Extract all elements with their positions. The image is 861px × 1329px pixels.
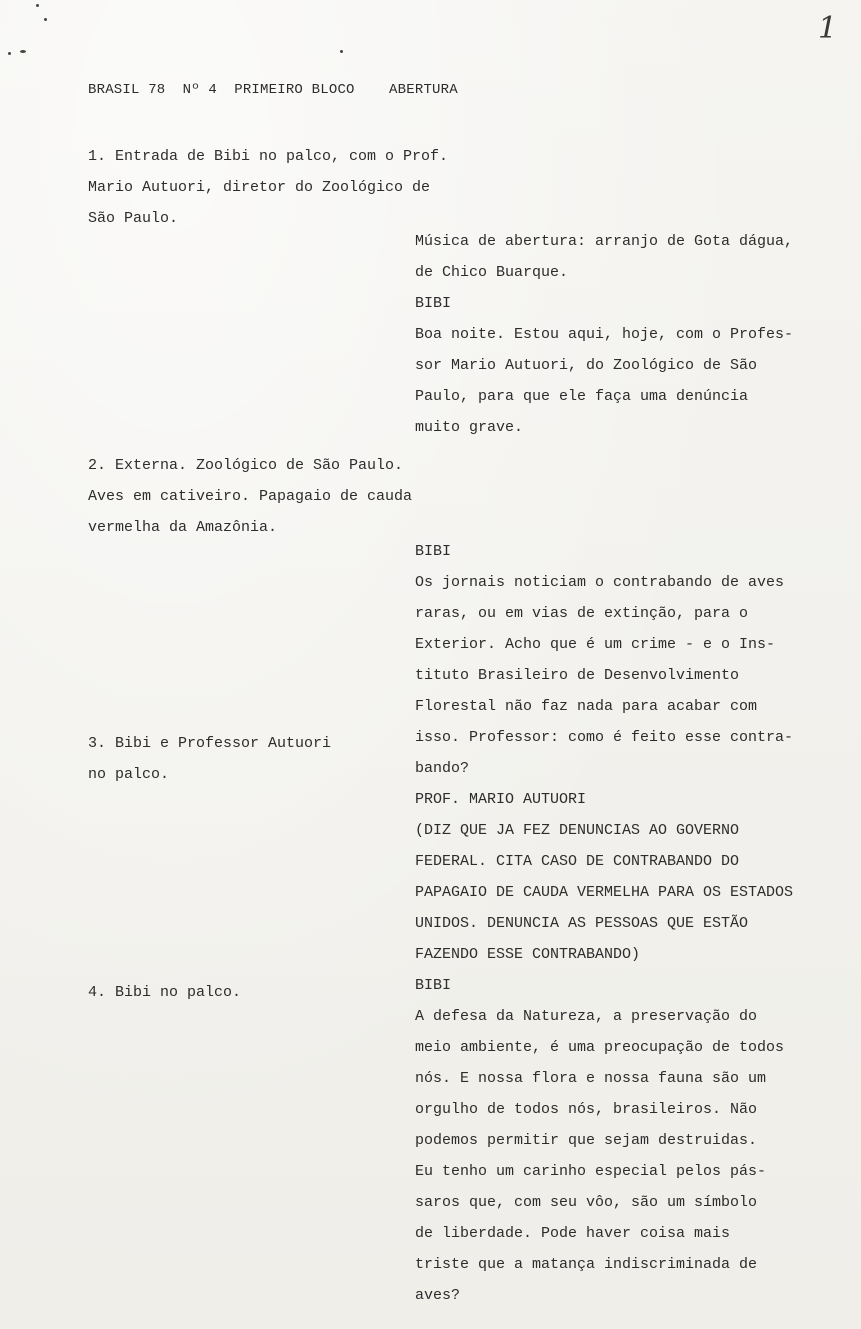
dialogue-line: tituto Brasileiro de Desenvolvimento — [415, 667, 740, 684]
dialogue-line: orgulho de todos nós, brasileiros. Não — [415, 1101, 758, 1118]
page-number: 1 — [818, 11, 838, 46]
ink-speck — [20, 50, 26, 53]
dialogue-line: raras, ou em vias de extinção, para o — [415, 605, 749, 622]
dialogue-bibi-2 — [415, 536, 861, 784]
scene-line: São Paulo. — [88, 210, 179, 227]
script-header: BRASIL 78 Nº 4 PRIMEIRO BLOCO ABERTURA — [88, 82, 458, 98]
speaker-name: BIBI — [415, 543, 452, 560]
scene-3 — [88, 728, 408, 790]
scene-line: 4. Bibi no palco. — [88, 984, 242, 1001]
dialogue-line: Florestal não faz nada para acabar com — [415, 698, 758, 715]
dialogue-line: saros que, com seu vôo, são um símbolo — [415, 1194, 758, 1211]
scene-1 — [88, 141, 449, 234]
dialogue-line: Eu tenho um carinho especial pelos pás- — [415, 1163, 767, 1180]
scene-line: 1. Entrada de Bibi no palco, com o Prof. — [88, 148, 449, 165]
dialogue-line: muito grave. — [415, 419, 524, 436]
dialogue-line: Música de abertura: arranjo de Gota dágua, — [415, 233, 794, 250]
dialogue-line: FEDERAL. CITA CASO DE CONTRABANDO DO — [415, 853, 740, 870]
dialogue-line: de Chico Buarque. — [415, 264, 569, 281]
dialogue-line: nós. E nossa flora e nossa fauna são um — [415, 1070, 767, 1087]
dialogue-bibi-3 — [415, 970, 861, 1311]
ink-speck — [36, 4, 39, 7]
dialogue-line: aves? — [415, 1287, 461, 1304]
ink-speck — [44, 18, 47, 21]
dialogue-line: FAZENDO ESSE CONTRABANDO) — [415, 946, 641, 963]
dialogue-line: (DIZ QUE JA FEZ DENUNCIAS AO GOVERNO — [415, 822, 740, 839]
speaker-name: BIBI — [415, 295, 452, 312]
speaker-name: BIBI — [415, 977, 452, 994]
scene-line: no palco. — [88, 766, 170, 783]
dialogue-line: de liberdade. Pode haver coisa mais — [415, 1225, 731, 1242]
dialogue-line: Exterior. Acho que é um crime - e o Ins- — [415, 636, 776, 653]
scene-2 — [88, 450, 413, 543]
dialogue-line: Paulo, para que ele faça uma denúncia — [415, 388, 749, 405]
ink-speck — [8, 52, 11, 55]
scene-line: 3. Bibi e Professor Autuori — [88, 735, 332, 752]
dialogue-line: UNIDOS. DENUNCIA AS PESSOAS QUE ESTÃO — [415, 915, 749, 932]
dialogue-line: isso. Professor: como é feito esse contra- — [415, 729, 794, 746]
dialogue-line: Boa noite. Estou aqui, hoje, com o Profes- — [415, 326, 794, 343]
dialogue-line: sor Mario Autuori, do Zoológico de São — [415, 357, 758, 374]
scene-4 — [88, 977, 408, 1008]
ink-speck — [340, 50, 343, 53]
dialogue-line: PAPAGAIO DE CAUDA VERMELHA PARA OS ESTADOS — [415, 884, 794, 901]
dialogue-bibi-1 — [415, 288, 861, 443]
scene-line: 2. Externa. Zoológico de São Paulo. — [88, 457, 404, 474]
speaker-name: PROF. MARIO AUTUORI — [415, 791, 587, 808]
scene-line: Aves em cativeiro. Papagaio de cauda — [88, 488, 413, 505]
music-cue — [415, 226, 861, 288]
dialogue-line: podemos permitir que sejam destruidas. — [415, 1132, 758, 1149]
scene-line: vermelha da Amazônia. — [88, 519, 278, 536]
dialogue-prof — [415, 784, 861, 970]
dialogue-line: triste que a matança indiscriminada de — [415, 1256, 758, 1273]
dialogue-line: Os jornais noticiam o contrabando de aves — [415, 574, 785, 591]
scene-line: Mario Autuori, diretor do Zoológico de — [88, 179, 431, 196]
dialogue-line: meio ambiente, é uma preocupação de todos — [415, 1039, 785, 1056]
dialogue-line: A defesa da Natureza, a preservação do — [415, 1008, 758, 1025]
dialogue-line: bando? — [415, 760, 470, 777]
